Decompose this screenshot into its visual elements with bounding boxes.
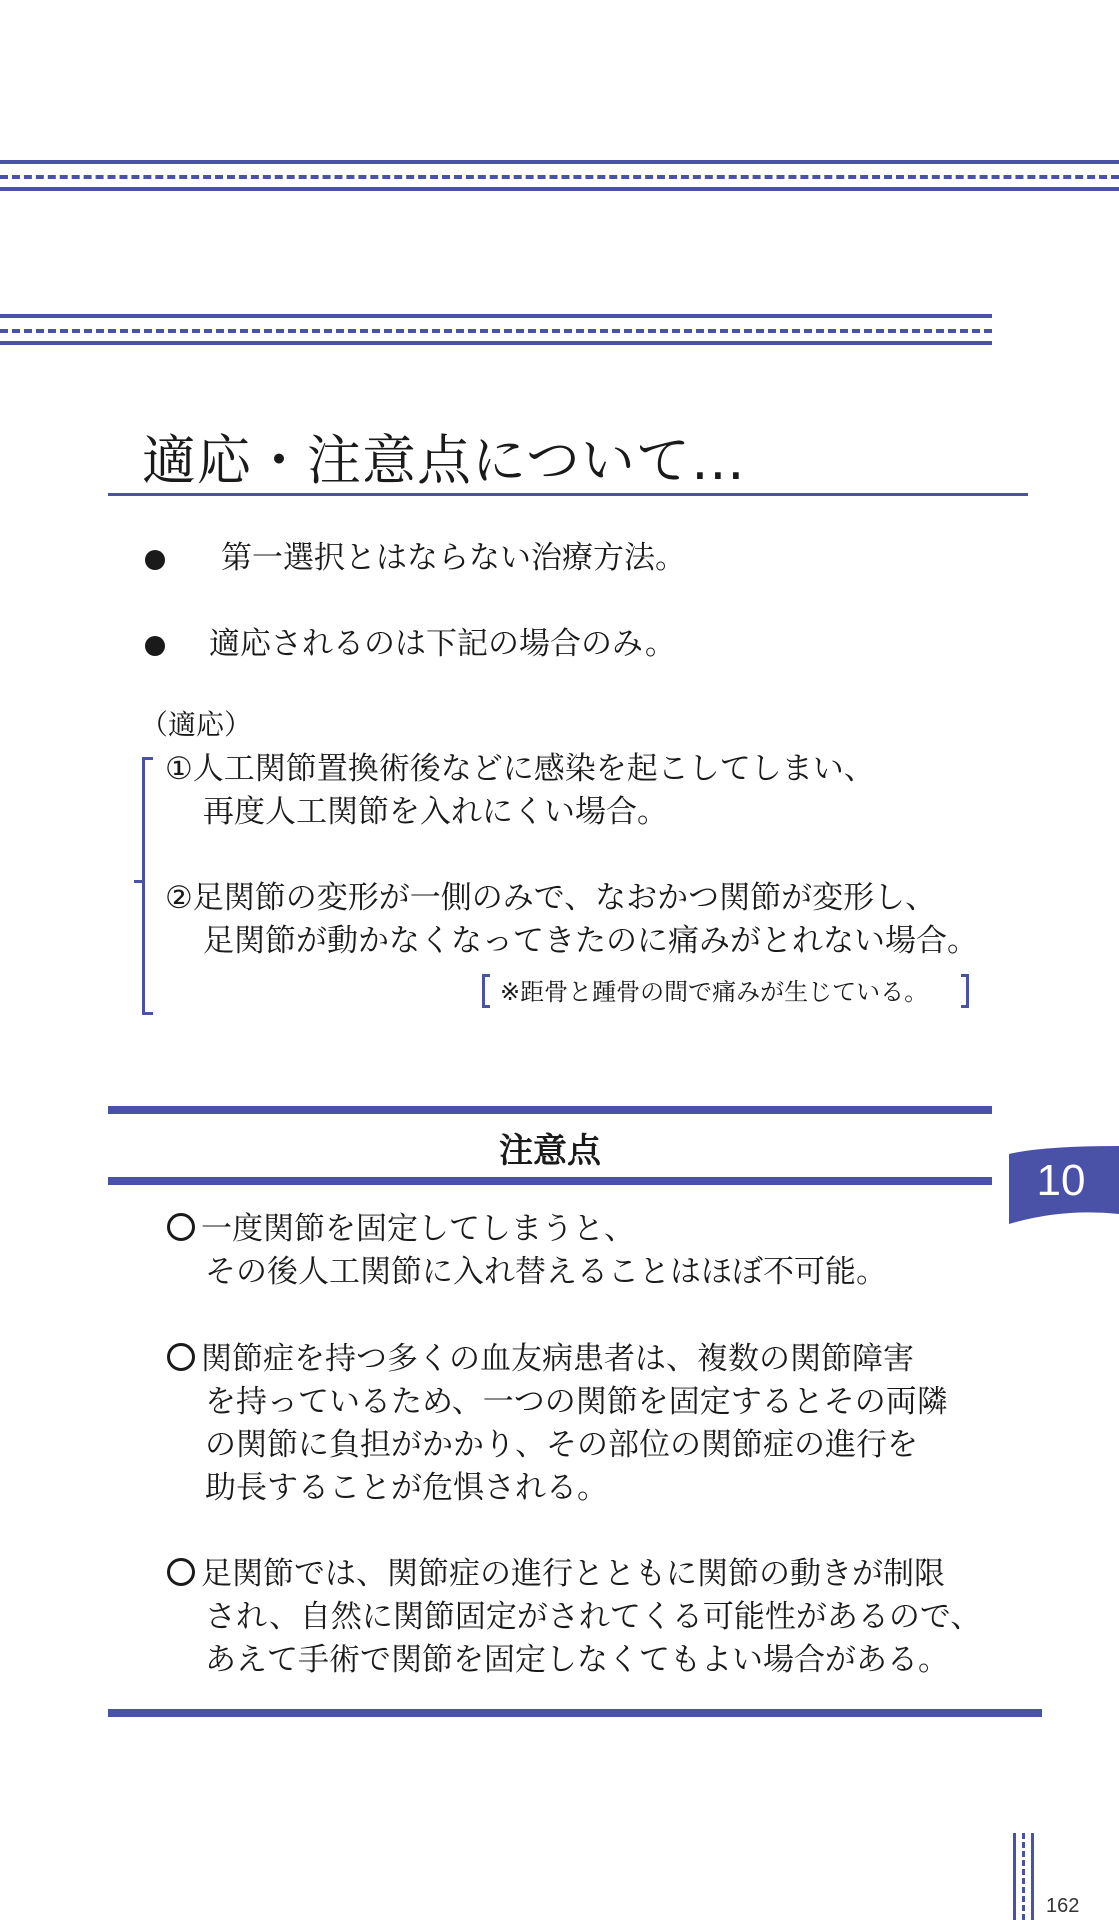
indication-item-1-line-2: 再度人工関節を入れにくい場合。 xyxy=(203,794,668,830)
caution-item-3-line-3: あえて手術で関節を固定しなくてもよい場合がある。 xyxy=(205,1642,949,1678)
indications-label: （適応） xyxy=(140,708,253,741)
circle-bullet-icon xyxy=(167,1213,195,1241)
caution-item-3-line-2: され、自然に関節固定がされてくる可能性があるので、 xyxy=(205,1599,982,1635)
circle-bullet-icon xyxy=(167,1558,195,1586)
indication-note: ※距骨と踵骨の間で痛みが生じている。 xyxy=(500,978,929,1006)
page-number: 162 xyxy=(1046,1895,1080,1917)
caution-item-2-line-4: 助長することが危惧される。 xyxy=(205,1470,608,1506)
caution-item-3-line-1: 足関節では、関節症の進行とともに関節の動きが制限 xyxy=(167,1553,945,1596)
bullet-dot-icon xyxy=(145,550,165,570)
chapter-tab-number: 10 xyxy=(1036,1156,1086,1205)
caution-item-2-line-3: の関節に負担がかかり、その部位の関節症の進行を xyxy=(205,1427,918,1463)
indication-item-2-line-2: 足関節が動かなくなってきたのに痛みがとれない場合。 xyxy=(203,923,978,959)
page-title: 適応・注意点について… xyxy=(142,429,746,492)
indication-item-1-line-1: ①人工関節置換術後などに感染を起こしてしまい、 xyxy=(165,751,875,787)
section-title-cautions: 注意点 xyxy=(499,1131,601,1171)
section-top-bar xyxy=(108,1106,992,1114)
caution-item-2-line-1: 関節症を持つ多くの血友病患者は、複数の関節障害 xyxy=(167,1338,914,1381)
bullet-item: 第一選択とはならない治療方法。 xyxy=(145,532,686,577)
title-underline xyxy=(108,493,1028,496)
bullet-dot-icon xyxy=(145,636,165,656)
bullet-item: 適応されるのは下記の場合のみ。 xyxy=(145,618,676,663)
bracket-tick xyxy=(134,880,144,883)
section-bottom-bar xyxy=(108,1177,992,1185)
note-bracket-right xyxy=(961,974,969,1008)
caution-item-2-line-2: を持っているため、一つの関節を固定するとその両隣 xyxy=(205,1384,948,1420)
caution-item-1-line-1: 一度関節を固定してしまうと、 xyxy=(167,1208,635,1251)
circle-bullet-icon xyxy=(167,1343,195,1371)
indication-item-2-line-1: ②足関節の変形が一側のみで、なおかつ関節が変形し、 xyxy=(165,880,937,916)
note-bracket-left xyxy=(482,974,490,1008)
section-end-bar xyxy=(108,1709,1042,1717)
indications-bracket xyxy=(142,757,153,1015)
caution-item-1-line-2: その後人工関節に入れ替えることはほぼ不可能。 xyxy=(205,1254,887,1290)
